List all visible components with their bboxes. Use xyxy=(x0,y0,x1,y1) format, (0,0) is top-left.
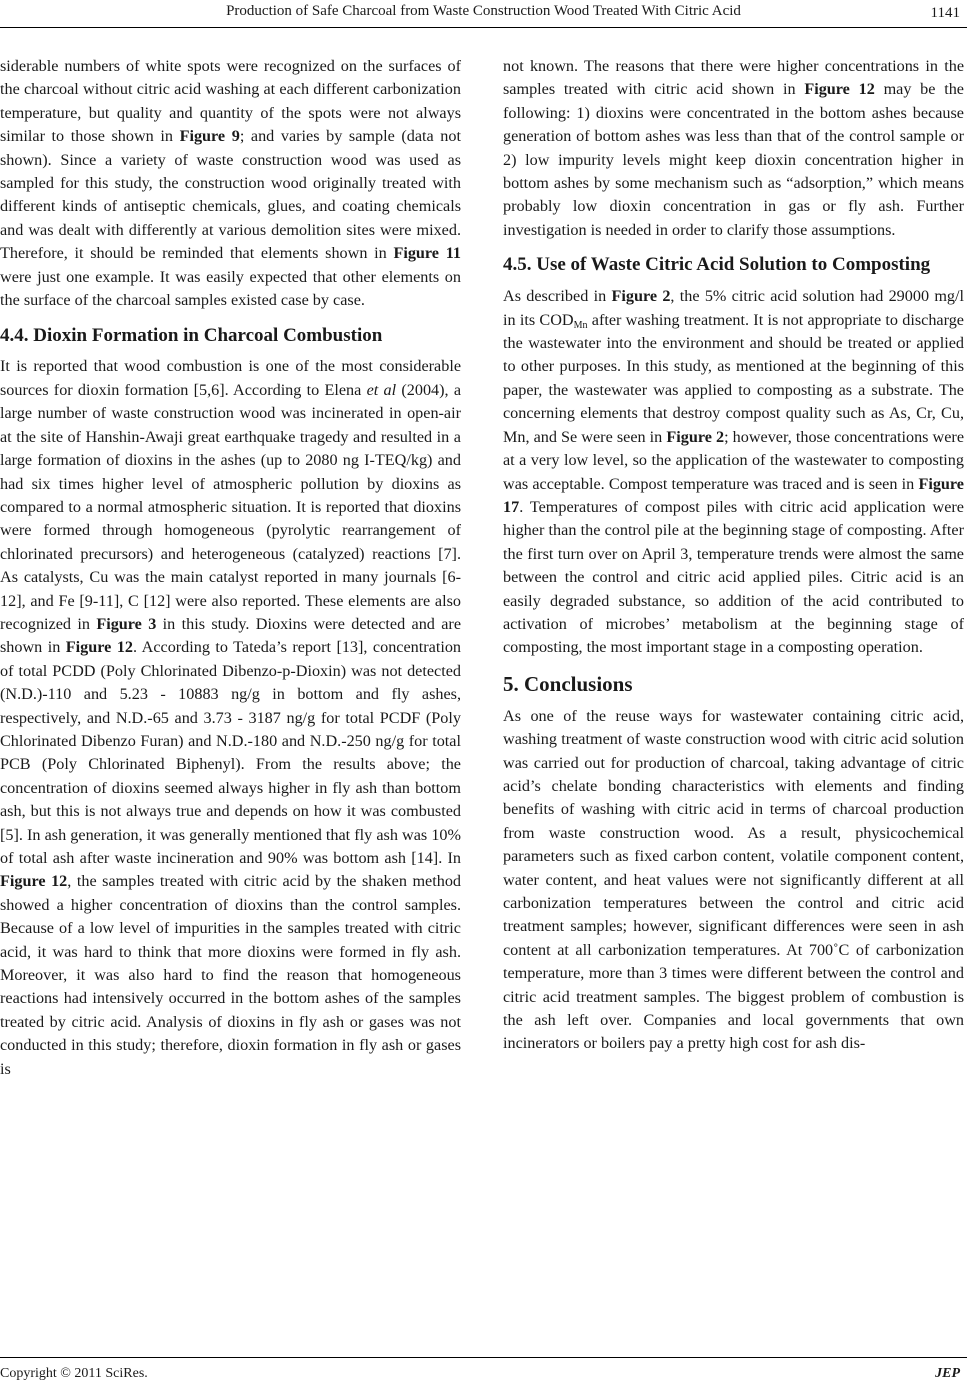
figure-3-reference: Figure 3 xyxy=(96,614,157,633)
paragraph-composting: As described in Figure 2, the 5% citric acid solution had 29000 mg/l in its $COD_{Mn}$ after washing treatment. It is not appropriate to discharge the wastewater into the environment and should be treated or applied to other purposes. In this study, as mentioned at the beginning of this paper, the wastewater was applied to composting as a substrate. The concerning elements that destroy compost quality such as As, Cr, Cu, Mn, and Se were seen in Figure 2; however, those concentrations were at a very low level, so the application of the wastewater to composting was acceptable. Compost temperature was traced and is seen in Figure 17. Temperatures of compost piles with citric acid application were higher than the control pile at the beginning stage of composting. After the first turn over on April 3, temperature trends were almost the same between the control and citric acid applied piles. Citric acid is an easily degraded substance, so addition of the acid contributed to activation of microbes’ metabolism at the beginning stage of composting, the most important stage in a composting operation. xyxy=(503,287,965,657)
figure-9-reference: Figure 9 xyxy=(179,127,240,146)
figure-12-reference: Figure 12 xyxy=(0,872,68,891)
figure-2-reference: Figure 2 xyxy=(611,287,671,306)
running-title: Production of Safe Charcoal from Waste Construction Wood Treated With Citric Acid xyxy=(226,3,741,19)
cod-subscript: Mn xyxy=(573,319,588,331)
figure-11-reference: Figure 11 xyxy=(393,244,461,263)
paragraph-white-spots: siderable numbers of white spots were recognized on the surfaces of the charcoal without citric acid washing at each different carbonization temperature, but quality and quantity of the spots were not always similar to those shown in Figure 9; and varies by sample (data not shown). Since a variety of waste construction wood was used as sampled for this study, the construction wood originally treated with different kinds of antiseptic chemicals, glues, and coating chemicals and was dealt with differently at various demolition sites were mixed. Therefore, it should be reminded that elements shown in Figure 11 were just one example. It was easily expected that other elements on the surface of the charcoal samples existed case by case. xyxy=(0,57,461,310)
section-heading-4-4: 4.4. Dioxin Formation in Charcoal Combustion xyxy=(0,325,383,347)
running-header xyxy=(0,0,967,27)
section-heading-conclusions: 5. Conclusions xyxy=(503,671,633,696)
figure-2-reference: Figure 2 xyxy=(666,427,725,446)
figure-12-reference: Figure 12 xyxy=(804,80,875,99)
section-heading-4-5: 4.5. Use of Waste Citric Acid Solution to Composting xyxy=(503,254,931,276)
footer-rule xyxy=(0,1357,967,1358)
header-rule xyxy=(0,27,967,28)
et-al-italic: et al xyxy=(366,380,397,399)
paragraph-dioxin-formation: It is reported that wood combustion is one of the most considerable sources for dioxin formation [5,6]. According to Elena et al (2004), a large number of waste construction wood was incinerated in open-air at the site of Hanshin-Awaji great earthquake tragedy and resulted in a large formation of dioxins in the ashes (up to 2080 ng I-TEQ/kg) and had six times higher level of atmospheric pollution by dioxins as compared to a normal atmospheric situation. It is reported that dioxins were formed through homogeneous (pyrolytic rearrangement of chlorinated precursors) and heterogeneous (catalyzed) reactions [7]. As catalysts, Cu was the main catalyst reported in many journals [6-12], and Fe [9-11], C [12] were also reported. These elements are also recognized in Figure 3 in this study. Dioxins were detected and are shown in Figure 12. According to Tateda’s report [13], concentration of total PCDD (Poly Chlorinated Dibenzo-p-Dioxin) was not detected (N.D.)-110 and 5.23 - 10883 ng/g in bottom and fly ashes, respectively, and N.D.-65 and 3.73 - 3187 ng/g for total PCDF (Poly Chlorinated Dibenzo Furan) and N.D.-180 and N.D.-250 ng/g for total PCB (Poly Chlorinated Biphenyl). From the results above; the concentration of dioxins seemed always higher in fly ash than bottom ash, but this is not always true and depends on how it was combusted [5]. In ash generation, it was generally mentioned that fly ash was 10% of total ash after waste incineration and 90% was bottom ash [14]. In Figure 12, the samples treated with citric acid by the shaken method showed a higher concentration of dioxins than the control samples. Because of a low level of impurities in the samples treated with citric acid, it was hard to think that more dioxins were formed in fly ash. Moreover, it was also hard to find the reason that homogeneous reactions had intensively occurred in the bottom ashes of the samples treated by citric acid. Analysis of dioxins in fly ash or gases was not conducted in this study; therefore, dioxin formation in fly ash or gases is xyxy=(0,357,462,1078)
figure-17-reference: Figure 17 xyxy=(503,474,964,516)
paragraph-dioxin-reasons: not known. The reasons that there were higher concentrations in the samples treated with citric acid shown in Figure 12 may be the following: 1) dioxins were concentrated in the bottom ashes because generation of bottom ashes was less than that of the control sample or 2) low impurity levels might keep dioxin concentration higher in bottom ashes by some mechanism such as “adsorption,” which means probably low dioxin concentration in gas or fly ash. Further investigation is needed in order to clarify those assumptions. xyxy=(503,57,964,239)
paragraph-conclusions: As one of the reuse ways for wastewater containing citric acid, washing treatment of waste construction wood with citric acid solution was carried out for production of charcoal, taking advantage of citric acid’s chelate bonding characteristics with elements and finding benefits of washing with citric acid in terms of charcoal production from waste construction wood. As a result, physicochemical parameters such as fixed carbon content, volatile component content, water content, and heat values were not significantly different at all carbonization temperatures between the control and citric acid treatment samples; however, significant differences were seen in ash content at all carbonization temperatures. At 700˚C of carbonization temperature, more than 3 times were different between the control and citric acid treatment samples. The biggest problem of combustion is the ash left over. Companies and local governments that own incinerators or boilers pay a pretty high cost for ash dis- xyxy=(503,706,964,1053)
footer-copyright: Copyright © 2011 SciRes. xyxy=(0,1366,148,1381)
figure-12-reference: Figure 12 xyxy=(65,638,134,657)
footer-journal: JEP xyxy=(935,1366,960,1381)
right-column xyxy=(503,55,964,1056)
left-column xyxy=(0,55,461,1081)
page-number: 1141 xyxy=(930,5,960,21)
